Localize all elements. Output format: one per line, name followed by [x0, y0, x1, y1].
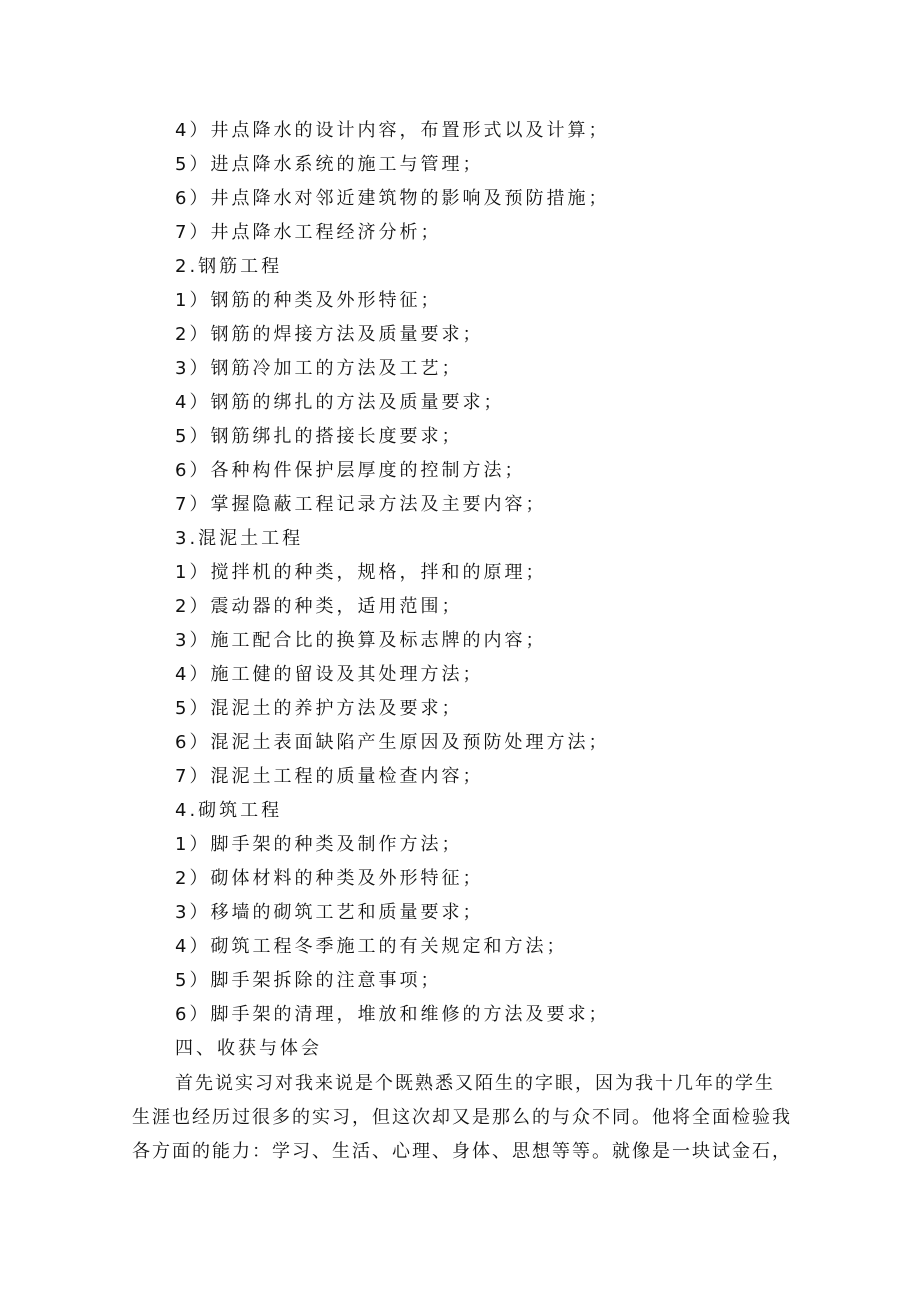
list-item: 6）混泥土表面缺陷产生原因及预防处理方法；	[175, 732, 610, 753]
list-item: 5）钢筋绑扎的搭接长度要求；	[175, 426, 463, 447]
list-item: 5）混泥土的养护方法及要求；	[175, 698, 463, 719]
list-item: 4）砌筑工程冬季施工的有关规定和方法；	[175, 936, 568, 957]
list-item: 2）震动器的种类，适用范围；	[175, 596, 463, 617]
section-heading: 3.混泥土工程	[175, 528, 304, 549]
list-item: 3）钢筋冷加工的方法及工艺；	[175, 358, 463, 379]
list-item: 5）进点降水系统的施工与管理；	[175, 154, 484, 175]
paragraph-line: 生涯也经历过很多的实习，但这次却又是那么的与众不同。他将全面检验我	[132, 1107, 792, 1128]
list-item: 1）钢筋的种类及外形特征；	[175, 290, 442, 311]
list-item: 2）钢筋的焊接方法及质量要求；	[175, 324, 484, 345]
list-item: 3）移墙的砌筑工艺和质量要求；	[175, 902, 484, 923]
section-heading: 四、收获与体会	[175, 1038, 322, 1059]
list-item: 6）井点降水对邻近建筑物的影响及预防措施；	[175, 188, 610, 209]
list-item: 4）施工健的留设及其处理方法；	[175, 664, 484, 685]
list-item: 5）脚手架拆除的注意事项；	[175, 970, 442, 991]
list-item: 3）施工配合比的换算及标志牌的内容；	[175, 630, 547, 651]
list-item: 7）混泥土工程的质量检查内容；	[175, 766, 484, 787]
list-item: 2）砌体材料的种类及外形特征；	[175, 868, 484, 889]
list-block	[175, 114, 795, 1066]
list-item: 6）脚手架的清理，堆放和维修的方法及要求；	[175, 1004, 610, 1025]
list-item: 6）各种构件保护层厚度的控制方法；	[175, 460, 526, 481]
paragraph-line: 首先说实习对我来说是个既熟悉又陌生的字眼，因为我十几年的学生	[175, 1073, 775, 1094]
list-item: 4）钢筋的绑扎的方法及质量要求；	[175, 392, 505, 413]
body-paragraph	[132, 1067, 800, 1169]
list-item: 4）井点降水的设计内容，布置形式以及计算；	[175, 120, 610, 141]
list-item: 7）掌握隐蔽工程记录方法及主要内容；	[175, 494, 547, 515]
list-item: 7）井点降水工程经济分析；	[175, 222, 442, 243]
paragraph-line: 各方面的能力：学习、生活、心理、身体、思想等等。就像是一块试金石，	[132, 1141, 792, 1162]
section-heading: 4.砌筑工程	[175, 800, 283, 821]
section-heading: 2.钢筋工程	[175, 256, 283, 277]
list-item: 1）搅拌机的种类，规格，拌和的原理；	[175, 562, 547, 583]
list-item: 1）脚手架的种类及制作方法；	[175, 834, 463, 855]
